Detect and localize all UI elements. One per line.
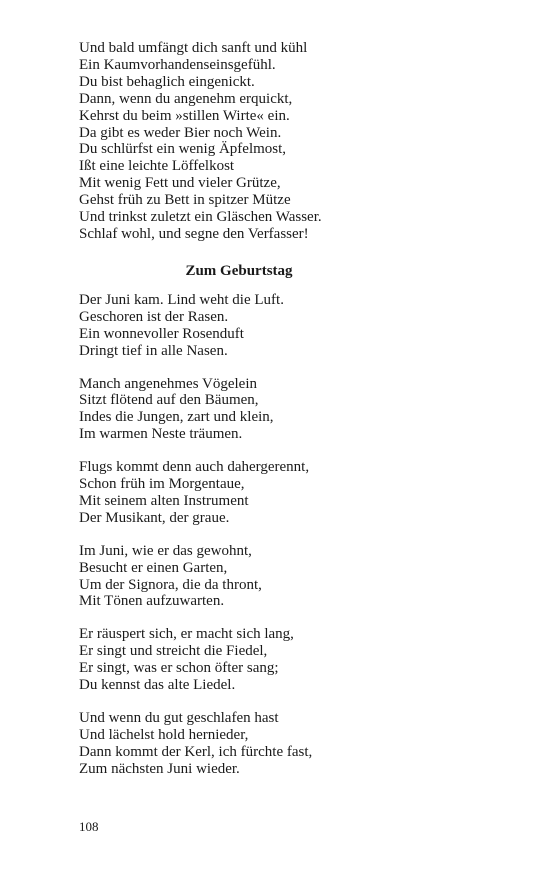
poem-line: Der Musikant, der graue. xyxy=(79,509,230,526)
poem-line: Im Juni, wie er das gewohnt, xyxy=(79,542,252,559)
poem-line: Im warmen Neste träumen. xyxy=(79,426,243,443)
poem-line: Dann kommt der Kerl, ich fürchte fast, xyxy=(79,743,313,760)
poem-line: Besucht er einen Garten, xyxy=(79,559,228,576)
poem-title: Zum Geburtstag xyxy=(185,262,293,279)
poem-line: Ein Kaumvorhandenseinsgefühl. xyxy=(79,56,276,73)
poem-line: Du schlürfst ein wenig Äpfelmost, xyxy=(79,141,287,158)
poem-line: Und bald umfängt dich sanft und kühl xyxy=(79,40,308,56)
poem-line: Manch angenehmes Vögelein xyxy=(79,375,258,392)
poem-line: Ein wonnevoller Rosenduft xyxy=(79,325,244,342)
poem-line: Er räuspert sich, er macht sich lang, xyxy=(79,626,294,643)
stanza-3 xyxy=(79,459,479,527)
poem-line: Um der Signora, die da thront, xyxy=(79,576,262,593)
poem-line: Flugs kommt denn auch dahergerennt, xyxy=(79,459,310,476)
poem-line: Gehst früh zu Bett in spitzer Mütze xyxy=(79,192,291,209)
poem-line: Mit wenig Fett und vieler Grütze, xyxy=(79,175,281,192)
poem-line: Schlaf wohl, und segne den Verfasser! xyxy=(79,225,309,242)
poem-line: Mit Tönen aufzuwarten. xyxy=(79,593,225,610)
stanza-5 xyxy=(79,626,479,694)
page-content xyxy=(79,40,479,778)
poem-line: Schon früh im Morgentaue, xyxy=(79,476,245,493)
poem-line: Er singt und streicht die Fiedel, xyxy=(79,643,268,660)
poem-line: Mit seinem alten Instrument xyxy=(79,492,249,509)
poem-line: Er singt, was er schon öfter sang; xyxy=(79,660,279,677)
poem-line: Geschoren ist der Rasen. xyxy=(79,308,229,325)
poem-line: Du kennst das alte Liedel. xyxy=(79,677,236,694)
poem-line: Dann, wenn du angenehm erquickt, xyxy=(79,90,293,107)
poem-line: Dringt tief in alle Nasen. xyxy=(79,342,228,359)
poem-line: Der Juni kam. Lind weht die Luft. xyxy=(79,291,284,308)
poem-line: Und wenn du gut geschlafen hast xyxy=(79,710,279,726)
poem-line: Ißt eine leichte Löffelkost xyxy=(79,158,235,175)
page-number: 108 xyxy=(79,819,99,834)
stanza-1 xyxy=(79,292,479,360)
poem-line: Indes die Jungen, zart und klein, xyxy=(79,409,274,426)
stanza-2 xyxy=(79,376,479,444)
poem-line: Da gibt es weder Bier noch Wein. xyxy=(79,124,282,141)
poem-line: Sitzt flötend auf den Bäumen, xyxy=(79,392,259,409)
poem-line: Kehrst du beim »stillen Wirte« ein. xyxy=(79,107,290,124)
stanza-6 xyxy=(79,710,479,778)
poem-line: Du bist behaglich eingenickt. xyxy=(79,73,255,90)
poem-line: Und trinkst zuletzt ein Gläschen Wasser. xyxy=(79,209,322,226)
poem-line: Und lächelst hold hernieder, xyxy=(79,726,249,743)
stanza-4 xyxy=(79,543,479,611)
poem-line: Zum nächsten Juni wieder. xyxy=(79,760,240,777)
poem-ending-stanza xyxy=(79,40,479,243)
